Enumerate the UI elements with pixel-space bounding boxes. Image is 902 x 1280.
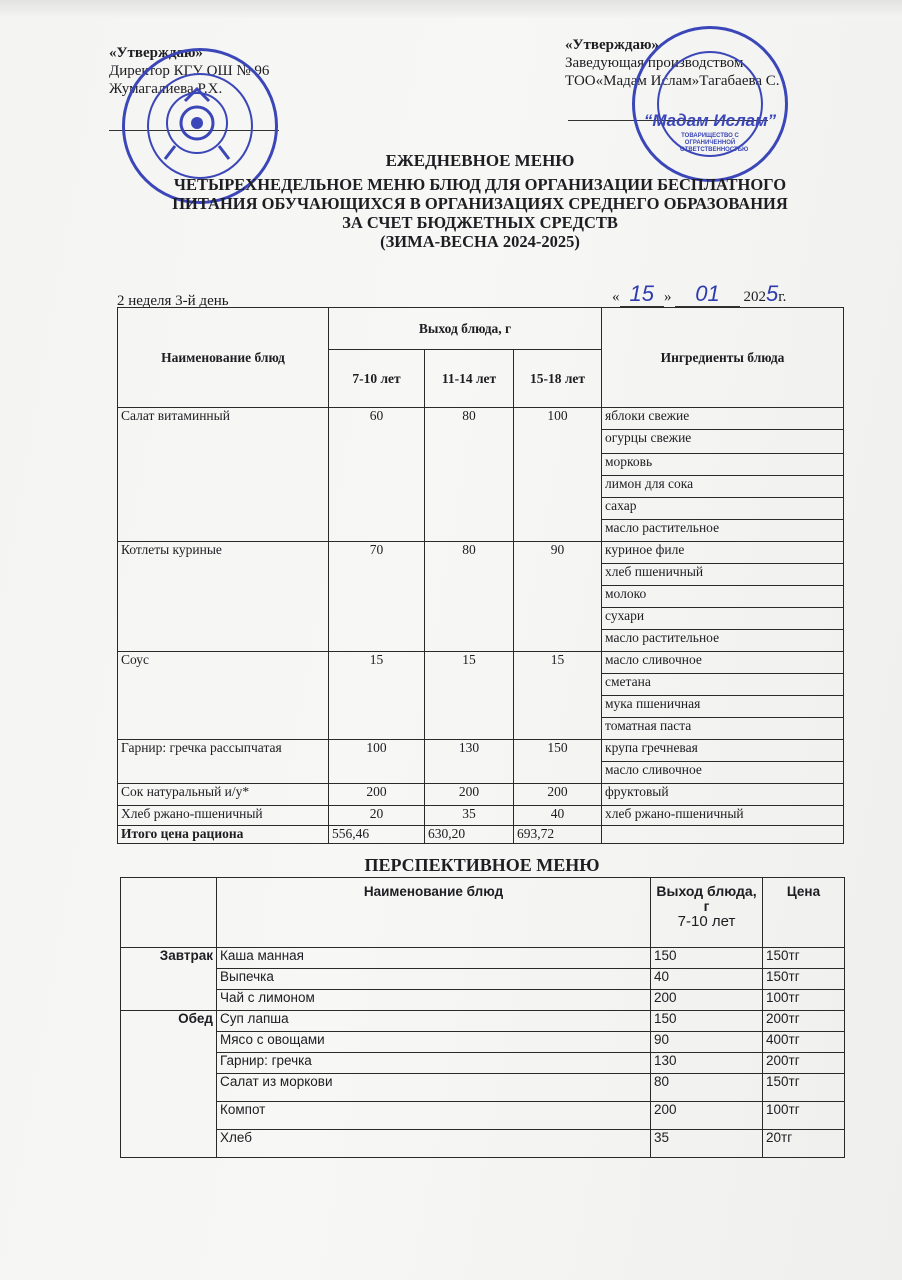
ingredient: сухари (602, 608, 844, 630)
approval-right-title: «Утверждаю» (565, 37, 659, 53)
title-line-4: ЗА СЧЕТ БЮДЖЕТНЫХ СРЕДСТВ (342, 213, 618, 232)
p-dish-yield: 150 (651, 1011, 763, 1032)
p-dish-name: Чай с лимоном (217, 990, 651, 1011)
yield-15-18: 200 (514, 784, 602, 806)
ingredient: сметана (602, 674, 844, 696)
meal-name: Завтрак (121, 948, 217, 1011)
season-title: (ЗИМА-ВЕСНА 2024-2025) (380, 232, 580, 251)
ingredient: томатная паста (602, 718, 844, 740)
p-header-yield: Выход блюда, г 7-10 лет (651, 878, 763, 948)
yield-11-14: 80 (425, 408, 514, 542)
approval-left-title: «Утверждаю» (109, 45, 203, 61)
ingredient: масло растительное (602, 630, 844, 652)
p-dish-name: Суп лапша (217, 1011, 651, 1032)
p-dish-price: 100тг (763, 1102, 845, 1130)
table-row (121, 1130, 845, 1158)
yield-7-10: 100 (329, 740, 425, 784)
table-row (121, 1053, 845, 1074)
p-dish-name: Гарнир: гречка (217, 1053, 651, 1074)
p-dish-name: Каша манная (217, 948, 651, 969)
ingredient: морковь (602, 454, 844, 476)
menu-date: « 15 » 01 2025г. (612, 281, 787, 306)
table-row (118, 740, 844, 762)
table-row (118, 542, 844, 564)
daily-menu-table (117, 307, 844, 844)
ingredient: яблоки свежие (602, 408, 844, 430)
p-dish-price: 200тг (763, 1011, 845, 1032)
table-row (121, 948, 845, 969)
p-dish-yield: 200 (651, 990, 763, 1011)
title-line-2: ЧЕТЫРЕХНЕДЕЛЬНОЕ МЕНЮ БЛЮД ДЛЯ ОРГАНИЗАЦИИ БЕСПЛАТНОГО (173, 175, 787, 194)
dish-name: Сок натуральный и/у* (118, 784, 329, 806)
dish-name: Салат витаминный (118, 408, 329, 542)
table-row (121, 1102, 845, 1130)
ingredient: масло растительное (602, 520, 844, 542)
table-row (121, 1011, 845, 1032)
total-15-18: 693,72 (514, 826, 602, 844)
yield-7-10: 60 (329, 408, 425, 542)
header-yield: Выход блюда, г (329, 308, 602, 350)
ingredient: сахар (602, 498, 844, 520)
yield-11-14: 130 (425, 740, 514, 784)
p-header-price: Цена (763, 878, 845, 948)
p-dish-name: Хлеб (217, 1130, 651, 1158)
ingredient: молоко (602, 586, 844, 608)
ingredient: масло сливочное (602, 652, 844, 674)
perspective-menu-title: ПЕРСПЕКТИВНОЕ МЕНЮ (364, 855, 600, 875)
table-row (118, 784, 844, 806)
approval-right-signer: ТОО«Мадам Ислам»Тагабаева С. (565, 73, 780, 89)
paper-fold-shadow (0, 0, 902, 18)
table-row (118, 408, 844, 430)
p-dish-yield: 35 (651, 1130, 763, 1158)
header-age-11-14: 11-14 лет (425, 350, 514, 408)
p-dish-price: 400тг (763, 1032, 845, 1053)
approval-right-position: Заведующая производством (565, 55, 744, 71)
header-ingredients: Ингредиенты блюда (602, 308, 844, 408)
header-age-7-10: 7-10 лет (329, 350, 425, 408)
p-dish-name: Выпечка (217, 969, 651, 990)
dish-name: Гарнир: гречка рассыпчатая (118, 740, 329, 784)
ingredient: хлеб пшеничный (602, 564, 844, 586)
ingredient: огурцы свежие (602, 430, 844, 454)
date-day: 15 (620, 281, 664, 307)
week-day-label: 2 неделя 3-й день (117, 293, 229, 309)
yield-7-10: 200 (329, 784, 425, 806)
p-dish-price: 20тг (763, 1130, 845, 1158)
ingredient: мука пшеничная (602, 696, 844, 718)
p-dish-name: Салат из моркови (217, 1074, 651, 1102)
table-row (118, 652, 844, 674)
yield-15-18: 100 (514, 408, 602, 542)
table-row (121, 1032, 845, 1053)
date-year-hw: 5 (765, 281, 779, 306)
p-dish-name: Мясо с овощами (217, 1032, 651, 1053)
ingredient: фруктовый (602, 784, 844, 806)
header-dish-name: Наименование блюд (118, 308, 329, 408)
yield-15-18: 90 (514, 542, 602, 652)
table-row (121, 1074, 845, 1102)
total-11-14: 630,20 (425, 826, 514, 844)
ingredient: хлеб ржано-пшеничный (602, 806, 844, 826)
p-dish-yield: 40 (651, 969, 763, 990)
p-dish-price: 200тг (763, 1053, 845, 1074)
dish-name: Котлеты куриные (118, 542, 329, 652)
ingredient: крупа гречневая (602, 740, 844, 762)
total-empty (602, 826, 844, 844)
p-dish-yield: 90 (651, 1032, 763, 1053)
approval-left-position: Директор КГУ ОШ № 96 (109, 63, 270, 79)
p-dish-price: 150тг (763, 1074, 845, 1102)
p-dish-yield: 80 (651, 1074, 763, 1102)
p-dish-price: 100тг (763, 990, 845, 1011)
yield-7-10: 20 (329, 806, 425, 826)
yield-7-10: 15 (329, 652, 425, 740)
ingredient: куриное филе (602, 542, 844, 564)
meal-name: Обед (121, 1011, 217, 1158)
total-row (118, 826, 844, 844)
p-header-dish-name: Наименование блюд (217, 878, 651, 948)
total-label: Итого цена рациона (118, 826, 329, 844)
header-meal (121, 878, 217, 948)
yield-15-18: 150 (514, 740, 602, 784)
ingredient: масло сливочное (602, 762, 844, 784)
p-dish-price: 150тг (763, 969, 845, 990)
yield-7-10: 70 (329, 542, 425, 652)
p-dish-name: Компот (217, 1102, 651, 1130)
yield-15-18: 15 (514, 652, 602, 740)
company-seal-small-text: ТОВАРИЩЕСТВО С ОГРАНИЧЕННОЙ ОТВЕТСТВЕННОСТЬЮ (680, 133, 749, 153)
perspective-menu-table (120, 877, 845, 1158)
approval-left-signer: Жумагалиева Р.Х. (109, 81, 223, 97)
table-row (121, 990, 845, 1011)
p-dish-price: 150тг (763, 948, 845, 969)
date-month: 01 (675, 281, 739, 307)
daily-menu-title: ЕЖЕДНЕВНОЕ МЕНЮ (385, 151, 575, 170)
yield-11-14: 35 (425, 806, 514, 826)
yield-11-14: 200 (425, 784, 514, 806)
ingredient: лимон для сока (602, 476, 844, 498)
p-dish-yield: 130 (651, 1053, 763, 1074)
yield-11-14: 80 (425, 542, 514, 652)
p-dish-yield: 200 (651, 1102, 763, 1130)
dish-name: Хлеб ржано-пшеничный (118, 806, 329, 826)
dish-name: Соус (118, 652, 329, 740)
header-age-15-18: 15-18 лет (514, 350, 602, 408)
yield-11-14: 15 (425, 652, 514, 740)
company-seal-name: “Мадам Ислам” (643, 111, 777, 130)
table-row (118, 806, 844, 826)
yield-15-18: 40 (514, 806, 602, 826)
p-dish-yield: 150 (651, 948, 763, 969)
table-row (121, 969, 845, 990)
total-7-10: 556,46 (329, 826, 425, 844)
title-line-3: ПИТАНИЯ ОБУЧАЮЩИХСЯ В ОРГАНИЗАЦИЯХ СРЕДНЕГО ОБРАЗОВАНИЯ (172, 194, 788, 213)
